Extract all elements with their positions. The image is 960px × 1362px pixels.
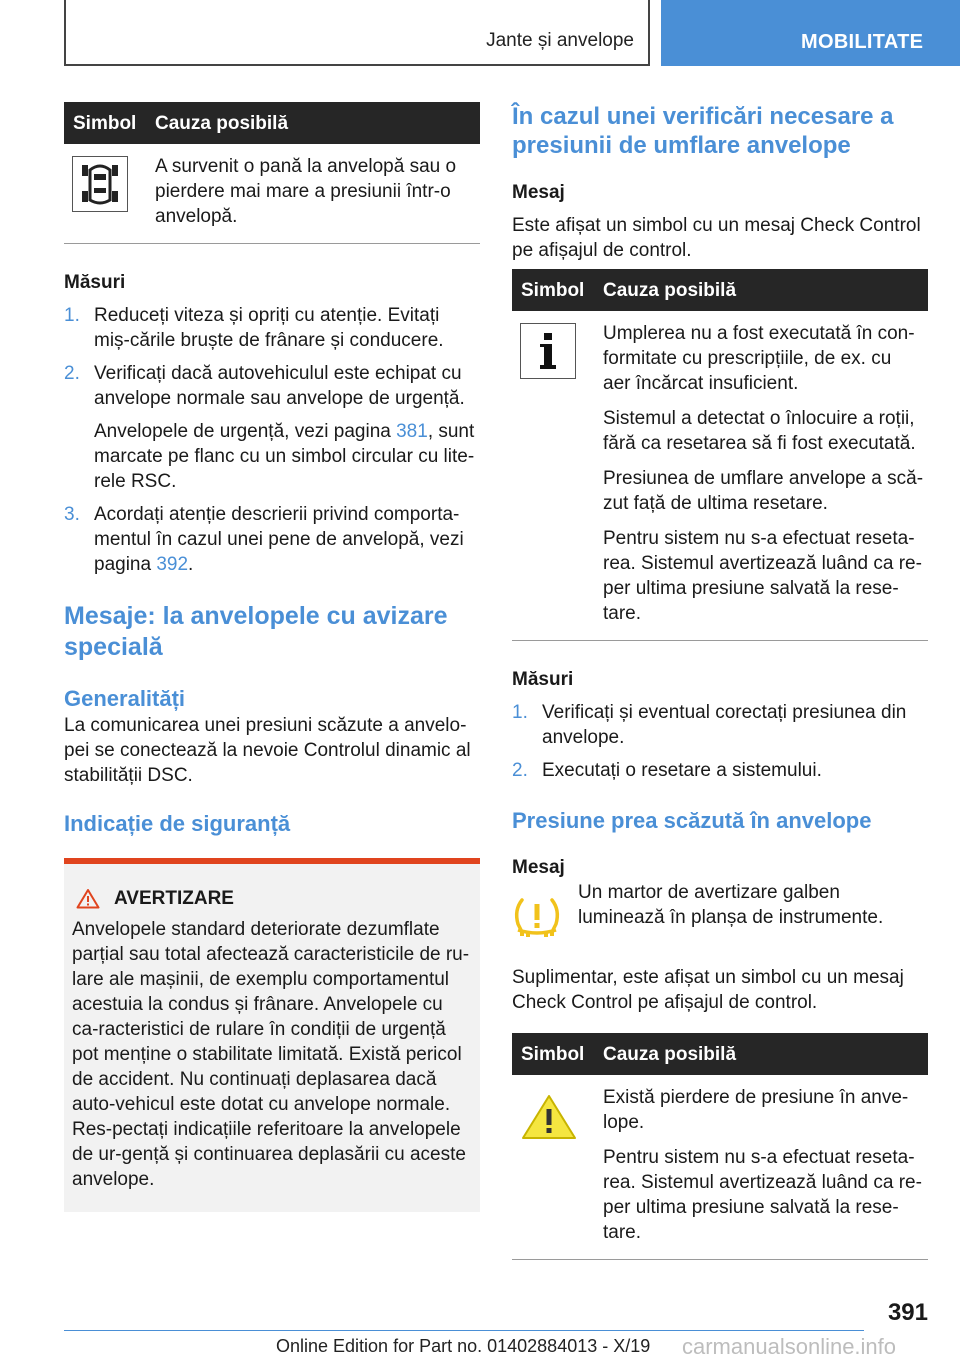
list-item: 2. Executați o resetare a sistemului. bbox=[512, 760, 822, 781]
measures-list bbox=[64, 303, 480, 577]
warning-triangle-icon bbox=[76, 888, 100, 909]
header-frame bbox=[64, 0, 650, 66]
warning-triangle-icon bbox=[520, 1093, 578, 1141]
page-number: 391 bbox=[887, 1299, 928, 1326]
message-text: Este afișat un simbol cu un mesaj Check Control pe afișajul de control. bbox=[512, 215, 921, 261]
section-heading-messages: Mesaje: la anvelopele cu avizare specială bbox=[64, 602, 448, 661]
measures-heading: Măsuri bbox=[64, 272, 126, 293]
cause-text: Presiunea de umflare anvelope a scă-zut față de ultima resetare. bbox=[603, 468, 924, 514]
table-row bbox=[512, 1075, 928, 1260]
cause-text: Sistemul a detectat o înlocuire a roții, fără ca resetarea să fi fost executată. bbox=[603, 408, 916, 454]
car-tire-pressure-icon bbox=[72, 156, 128, 212]
symbol-table-low-pressure bbox=[512, 1033, 928, 1260]
measures-list bbox=[512, 700, 928, 783]
table-header-cause: Cauza posibilă bbox=[594, 269, 928, 311]
watermark: carmanualsonline.info bbox=[682, 1334, 897, 1359]
supplementary-text: Suplimentar, este afișat un simbol cu un mesaj Check Control pe afișajul de control. bbox=[512, 967, 904, 1013]
section-title: Jante și anvelope bbox=[486, 30, 634, 51]
info-icon bbox=[520, 323, 576, 379]
symbol-table-check bbox=[512, 269, 928, 641]
cause-text: Umplerea nu a fost executată în con-formitate cu prescripțiile, de ex. cu aer încărcat insuficient. bbox=[603, 323, 915, 394]
list-item: 3. Acordați atenție descrierii privind comporta-mentul în cazul unei pene de anvelopă, vezi pagina 392. bbox=[64, 504, 464, 575]
table-row bbox=[64, 144, 480, 244]
page-link-381[interactable]: 381 bbox=[396, 421, 428, 442]
warning-box bbox=[64, 858, 480, 1212]
left-column bbox=[64, 102, 480, 1212]
table-header-cause: Cauza posibilă bbox=[594, 1033, 928, 1075]
table-header-symbol: Simbol bbox=[512, 269, 594, 311]
list-item: 1. Reduceți viteza și opriți cu atenție. Evitați miș-cările bruște de frânare și conducere. bbox=[64, 305, 444, 351]
edition-text: Online Edition for Part no. 01402884013 - X/19 bbox=[276, 1336, 651, 1356]
cause-text: Există pierdere de presiune în anve-lope. bbox=[603, 1087, 909, 1133]
message-heading: Mesaj bbox=[512, 182, 565, 203]
table-header-cause: Cauza posibilă bbox=[146, 102, 480, 144]
measures-heading: Măsuri bbox=[512, 669, 574, 690]
table-header-symbol: Simbol bbox=[512, 1033, 594, 1075]
chapter-tab[interactable]: MOBILITATE bbox=[661, 0, 960, 66]
cause-text: Pentru sistem nu s-a efectuat reseta-rea. Sistemul avertizează luând ca re-per ultima presiune salvată la rese-tare. bbox=[603, 1147, 922, 1243]
message-heading: Mesaj bbox=[512, 857, 565, 878]
warning-title: AVERTIZARE bbox=[114, 888, 234, 909]
warning-text: Anvelopele standard deteriorate dezumflate parțial sau total afectează caracteristicile de ru-lare ale mașinii, de exemplu comportamentul acestuia la condus și frânare. Anvelopele cu ca-racteristici de rulare în condiții de urgență pot menține o stabilitate limitată. Există pericol de accident. Nu continuați deplasarea dacă auto-vehicul este dotat cu anvelope normale. Res-pectați indicațiile referitoare la anvelopele de ur-gență și continuarea deplasării cu aceste anvelope. bbox=[72, 919, 470, 1190]
list-item: 1. Verificați și eventual corectați presiunea din anvelope. bbox=[512, 702, 907, 748]
section-heading-safety: Indicație de siguranță bbox=[64, 811, 291, 836]
section-heading-low-pressure: Presiune prea scăzută în anvelope bbox=[512, 808, 872, 833]
warning-lamp-row bbox=[512, 880, 928, 945]
right-column bbox=[512, 102, 928, 1260]
list-item: 2. Verificați dacă autovehiculul este echipat cu anvelope normale sau anvelope de urgență. Anvelopele de urgență, vezi pagina 381, sunt marcate pe flanc cu un simbol circular cu lite-rele RSC. bbox=[64, 363, 475, 492]
table-row bbox=[512, 311, 928, 641]
cause-text: Pentru sistem nu s-a efectuat reseta-rea. Sistemul avertizează luând ca re-per ultima presiune salvată la rese-tare. bbox=[603, 528, 922, 624]
section-heading-check: În cazul unei verificări necesare a presiunii de umflare anvelope bbox=[512, 103, 894, 159]
tire-pressure-warning-lamp-icon bbox=[512, 896, 562, 938]
page-link-392[interactable]: 392 bbox=[156, 554, 189, 575]
symbol-table-flat-tire bbox=[64, 102, 480, 244]
section-heading-general: Generalități bbox=[64, 686, 186, 711]
general-text: La comunicarea unei presiuni scăzute a anvelo-pei se conectează la nevoie Controlul dinamic al stabilității DSC. bbox=[64, 715, 471, 786]
footer-divider bbox=[64, 1330, 864, 1331]
lamp-text: Un martor de avertizare galben luminează în planșa de instrumente. bbox=[578, 882, 884, 928]
cause-text: A survenit o pană la anvelopă sau o pierdere mai mare a presiunii într-o anvelopă. bbox=[146, 144, 480, 244]
table-header-symbol: Simbol bbox=[64, 102, 146, 144]
